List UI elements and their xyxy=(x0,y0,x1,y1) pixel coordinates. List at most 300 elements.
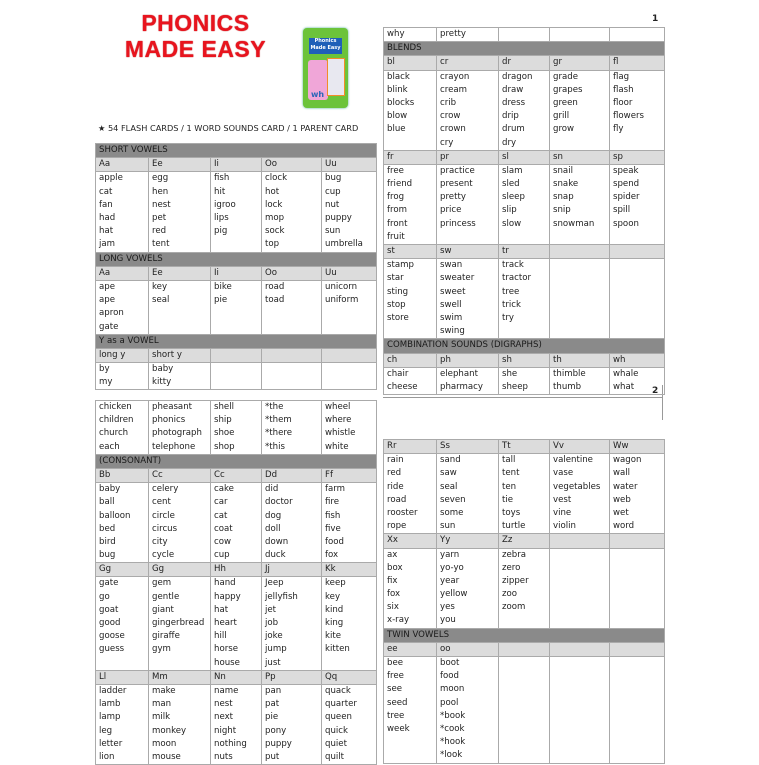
word: where xyxy=(325,415,352,426)
word: pie xyxy=(265,712,279,723)
letter-header-cell: long y xyxy=(96,348,149,362)
word-cell xyxy=(437,657,499,764)
letter-header-cell: Cc xyxy=(211,468,262,482)
letter-header-row xyxy=(384,150,665,164)
letter-header-cell: short y xyxy=(149,348,211,362)
word: queen xyxy=(325,712,352,723)
word: grill xyxy=(553,111,570,122)
word: price xyxy=(440,205,462,216)
word: cycle xyxy=(152,550,175,561)
word-cell xyxy=(384,454,437,534)
word: hand xyxy=(214,578,236,589)
section-title: SHORT VOWELS xyxy=(96,144,377,158)
title-line-2: MADE EASY xyxy=(124,36,267,62)
letter-header-cell: oo xyxy=(437,642,499,656)
word: farm xyxy=(325,484,346,495)
word-cell xyxy=(499,70,550,150)
word-cell xyxy=(550,657,610,764)
section-title: Y as a VOWEL xyxy=(96,334,377,348)
letter-header-cell: st xyxy=(384,245,437,259)
letter-header-row xyxy=(384,534,665,548)
word: sweater xyxy=(440,273,475,284)
word: five xyxy=(325,523,341,534)
letter-header-cell: Ff xyxy=(322,468,377,482)
word-cell xyxy=(499,164,550,244)
word: duck xyxy=(265,550,286,561)
word: food xyxy=(325,536,344,547)
word-cell xyxy=(384,164,437,244)
section-bar xyxy=(96,252,377,266)
word-cell xyxy=(437,454,499,534)
word: sun xyxy=(325,226,341,237)
section-title: LONG VOWELS xyxy=(96,252,377,266)
word: giraffe xyxy=(152,631,180,642)
product-package-image xyxy=(303,28,348,108)
word: heart xyxy=(214,618,237,629)
word: gate xyxy=(99,321,119,332)
word-row xyxy=(96,280,377,334)
word: nest xyxy=(214,699,233,710)
letter-header-cell: wh xyxy=(610,353,665,367)
word: free xyxy=(387,671,404,682)
word-row xyxy=(384,70,665,150)
word: snap xyxy=(553,192,574,203)
word-cell xyxy=(610,548,665,628)
word: cat xyxy=(99,186,113,197)
word: tree xyxy=(387,710,405,721)
section-title: BLENDS xyxy=(384,42,665,56)
word-cell xyxy=(149,685,211,765)
word: unicorn xyxy=(325,281,358,292)
word-cell xyxy=(610,164,665,244)
word: sheep xyxy=(502,381,528,392)
word: fish xyxy=(214,173,230,184)
letter-header-row xyxy=(384,56,665,70)
word: zoom xyxy=(502,602,526,613)
word-cell xyxy=(610,28,665,42)
word: sun xyxy=(440,521,456,532)
word: zipper xyxy=(502,575,529,586)
word-cell xyxy=(499,367,550,394)
word-cell xyxy=(262,685,322,765)
word: apple xyxy=(99,173,123,184)
word: jam xyxy=(99,239,116,250)
word: vine xyxy=(553,507,572,518)
word: celery xyxy=(152,484,179,495)
word: zebra xyxy=(502,549,527,560)
word-cell xyxy=(550,548,610,628)
word: seven xyxy=(440,494,466,505)
letter-header-cell: Hh xyxy=(211,563,262,577)
word-cell xyxy=(322,280,377,334)
word: moon xyxy=(152,738,177,749)
word: tent xyxy=(152,239,170,250)
word: mop xyxy=(265,212,285,223)
word-cell xyxy=(384,657,437,764)
word: name xyxy=(214,686,239,696)
letter-header-cell xyxy=(610,534,665,548)
word: *book xyxy=(440,710,466,721)
word: stamp xyxy=(387,260,414,271)
word: church xyxy=(99,428,129,439)
word: *look xyxy=(440,750,463,761)
letter-header-cell: Ss xyxy=(437,440,499,454)
word: sock xyxy=(265,226,285,237)
word-row xyxy=(384,548,665,628)
word: blue xyxy=(387,124,406,135)
word: word xyxy=(613,521,635,532)
word-cell xyxy=(550,164,610,244)
word: yellow xyxy=(440,589,468,600)
word: bug xyxy=(325,173,342,184)
word: snail xyxy=(553,165,573,176)
letter-header-cell xyxy=(262,348,322,362)
letter-header-row xyxy=(96,468,377,482)
word: sleep xyxy=(502,192,525,203)
word: star xyxy=(387,273,404,284)
word: key xyxy=(325,591,341,602)
title-line-1: PHONICS xyxy=(141,10,250,36)
letter-header-row xyxy=(384,353,665,367)
word-cell xyxy=(322,363,377,390)
letter-header-row xyxy=(384,440,665,454)
word: slam xyxy=(502,165,523,176)
package-card xyxy=(327,58,345,96)
section-bar xyxy=(384,339,665,353)
word: try xyxy=(502,313,514,323)
word: crib xyxy=(440,97,457,108)
word-cell xyxy=(322,172,377,252)
word-cell xyxy=(437,259,499,339)
word: nut xyxy=(325,199,340,210)
word: speak xyxy=(613,165,639,176)
letter-header-cell: th xyxy=(550,353,610,367)
letter-header-cell: Zz xyxy=(499,534,550,548)
word: keep xyxy=(325,578,346,589)
word: good xyxy=(99,618,121,629)
word: pan xyxy=(265,686,282,696)
word: road xyxy=(265,281,285,292)
word: hat xyxy=(99,226,114,237)
word: night xyxy=(214,725,237,736)
word: goat xyxy=(99,604,119,615)
letter-header-cell: Vv xyxy=(550,440,610,454)
word-cell xyxy=(96,363,149,390)
word: nest xyxy=(152,199,171,210)
word: *cook xyxy=(440,724,465,734)
letter-header-cell: Ll xyxy=(96,670,149,684)
letter-header-cell: Yy xyxy=(437,534,499,548)
word: house xyxy=(214,657,240,668)
word: cow xyxy=(214,536,232,547)
word-cell xyxy=(384,28,437,42)
word: you xyxy=(440,615,456,626)
word: bike xyxy=(214,281,232,292)
word-cell xyxy=(149,363,211,390)
word: tall xyxy=(502,455,516,466)
word-cell xyxy=(262,483,322,563)
word: vegetables xyxy=(553,481,601,492)
letter-header-cell xyxy=(550,534,610,548)
word: food xyxy=(440,671,459,682)
word: swan xyxy=(440,260,463,271)
word: practice xyxy=(440,165,475,176)
word: spend xyxy=(613,179,640,190)
word-cell xyxy=(262,401,322,455)
word-cell xyxy=(96,401,149,455)
word: store xyxy=(387,313,409,323)
word: pool xyxy=(440,697,459,708)
word: dragon xyxy=(502,71,533,82)
word: drum xyxy=(502,124,525,135)
letter-header-cell: Ee xyxy=(149,158,211,172)
word-cell xyxy=(211,280,262,334)
word: road xyxy=(387,494,407,505)
letter-header-cell: dr xyxy=(499,56,550,70)
letter-header-cell: cr xyxy=(437,56,499,70)
word-cell xyxy=(384,367,437,394)
word: gentle xyxy=(152,591,180,602)
word: web xyxy=(613,494,631,505)
word: leg xyxy=(99,725,113,736)
letter-header-cell: ch xyxy=(384,353,437,367)
letter-header-cell: Oo xyxy=(262,266,322,280)
section-bar xyxy=(384,628,665,642)
document-title xyxy=(108,10,283,62)
word: top xyxy=(265,239,280,250)
consonants-twin-vowels-table xyxy=(383,439,665,764)
word: valentine xyxy=(553,455,593,466)
page-number-2: 2 xyxy=(652,386,659,396)
letter-header-cell: Gg xyxy=(149,563,211,577)
word: princess xyxy=(440,218,476,229)
word: cheese xyxy=(387,381,418,392)
letter-header-cell: sn xyxy=(550,150,610,164)
word: sting xyxy=(387,286,409,297)
word: moon xyxy=(440,684,465,695)
word-cell xyxy=(149,577,211,670)
word-cell xyxy=(550,70,610,150)
word: guess xyxy=(99,644,125,655)
word: blink xyxy=(387,84,408,95)
word: ride xyxy=(387,481,404,492)
vowels-table xyxy=(95,143,377,390)
letter-header-cell: pr xyxy=(437,150,499,164)
letter-header-cell: Qq xyxy=(322,670,377,684)
word: box xyxy=(387,562,403,573)
word: jump xyxy=(265,644,287,655)
word: yo-yo xyxy=(440,562,464,573)
word-cell xyxy=(499,657,550,764)
section-bar xyxy=(96,454,377,468)
word-cell xyxy=(262,172,322,252)
word: *there xyxy=(265,428,293,439)
word: rooster xyxy=(387,507,418,518)
letter-header-cell: Nn xyxy=(211,670,262,684)
word: milk xyxy=(152,712,171,723)
word: gate xyxy=(99,578,119,589)
word-cell xyxy=(610,259,665,339)
word: some xyxy=(440,507,464,518)
word-cell xyxy=(384,548,437,628)
package-label: Phonics Made Easy xyxy=(309,38,342,54)
word: quick xyxy=(325,725,348,736)
word-row xyxy=(384,657,665,764)
word: draw xyxy=(502,84,524,95)
word: free xyxy=(387,165,404,176)
word-cell xyxy=(384,259,437,339)
word-cell xyxy=(149,401,211,455)
word: cake xyxy=(214,484,234,495)
word: year xyxy=(440,575,460,586)
word: next xyxy=(214,712,234,723)
word-row xyxy=(96,483,377,563)
word: fix xyxy=(387,575,398,586)
word: whale xyxy=(613,368,639,379)
word: letter xyxy=(99,738,123,749)
word: ball xyxy=(99,497,115,508)
word: just xyxy=(265,657,281,668)
word: gingerbread xyxy=(152,618,205,629)
word: grapes xyxy=(553,84,583,95)
word: lion xyxy=(99,751,115,762)
letter-header-cell: Cc xyxy=(149,468,211,482)
word: giant xyxy=(152,604,174,615)
word-row xyxy=(384,28,665,42)
word-cell xyxy=(149,280,211,334)
word: lamb xyxy=(99,699,121,710)
word: nothing xyxy=(214,738,247,749)
word: chair xyxy=(387,368,409,379)
word: goose xyxy=(99,631,125,642)
word-cell xyxy=(262,280,322,334)
word-cell xyxy=(211,685,262,765)
word: baby xyxy=(152,364,174,375)
word: water xyxy=(613,481,638,492)
word: hot xyxy=(265,186,280,197)
word: fly xyxy=(613,124,624,135)
word-cell xyxy=(211,172,262,252)
letter-header-cell: Bb xyxy=(96,468,149,482)
letter-header-row xyxy=(96,670,377,684)
word: lips xyxy=(214,212,229,223)
word: yes xyxy=(440,602,455,613)
word: pet xyxy=(152,212,167,223)
word: cry xyxy=(440,137,454,148)
word: coat xyxy=(214,523,233,534)
letter-header-cell: tr xyxy=(499,245,550,259)
word: dry xyxy=(502,137,517,148)
word-cell xyxy=(499,28,550,42)
word: snowman xyxy=(553,218,595,229)
word: red xyxy=(387,468,402,479)
word: vase xyxy=(553,468,574,479)
word: kitten xyxy=(325,644,350,655)
letter-header-row xyxy=(96,158,377,172)
word: snake xyxy=(553,179,579,190)
letter-header-cell xyxy=(610,245,665,259)
letter-header-cell: ph xyxy=(437,353,499,367)
word: flag xyxy=(613,71,630,82)
word: whistle xyxy=(325,428,356,439)
word: drip xyxy=(502,111,519,122)
word: pie xyxy=(214,295,228,306)
letter-header-cell: Ee xyxy=(149,266,211,280)
word: puppy xyxy=(325,212,352,223)
word-cell xyxy=(550,28,610,42)
word: fire xyxy=(325,497,340,508)
word: *hook xyxy=(440,737,466,748)
letter-header-cell xyxy=(499,642,550,656)
word: king xyxy=(325,618,344,629)
word-cell xyxy=(96,577,149,670)
word: toys xyxy=(502,507,521,518)
word: mouse xyxy=(152,751,181,762)
word: wheel xyxy=(325,402,351,412)
word: pony xyxy=(265,725,287,736)
word: trick xyxy=(502,299,521,310)
word: cup xyxy=(325,186,341,197)
word: quarter xyxy=(325,699,357,710)
letter-header-cell: Mm xyxy=(149,670,211,684)
word: dress xyxy=(502,97,526,108)
word-cell xyxy=(437,164,499,244)
word-cell xyxy=(149,172,211,252)
word: tent xyxy=(502,468,520,479)
word: crown xyxy=(440,124,466,135)
word: stop xyxy=(387,299,406,310)
word-cell xyxy=(499,454,550,534)
word-cell xyxy=(550,454,610,534)
word: tractor xyxy=(502,273,532,284)
word: crow xyxy=(440,111,461,122)
word: tree xyxy=(502,286,520,297)
section-bar xyxy=(384,42,665,56)
word-row xyxy=(96,172,377,252)
letter-header-cell: sl xyxy=(499,150,550,164)
word: doctor xyxy=(265,497,293,508)
word: swell xyxy=(440,299,462,310)
contents-line: ★ 54 FLASH CARDS / 1 WORD SOUNDS CARD / 1 PARENT CARD xyxy=(98,123,359,133)
word: bird xyxy=(99,536,116,547)
word: x-ray xyxy=(387,615,410,626)
word: car xyxy=(214,497,228,508)
word-cell xyxy=(610,657,665,764)
word: thimble xyxy=(553,368,586,379)
word: shop xyxy=(214,441,235,452)
word: violin xyxy=(553,521,576,532)
word: gym xyxy=(152,644,171,655)
letter-header-cell: Uu xyxy=(322,266,377,280)
word: *the xyxy=(265,402,284,412)
word: make xyxy=(152,686,176,696)
word: ape xyxy=(99,295,116,306)
word-cell xyxy=(610,70,665,150)
word: gem xyxy=(152,578,172,589)
word-cell xyxy=(437,548,499,628)
letter-header-row xyxy=(384,642,665,656)
letter-header-cell: Dd xyxy=(262,468,322,482)
letter-header-cell: Uu xyxy=(322,158,377,172)
letter-header-row xyxy=(96,563,377,577)
letter-header-cell: sh xyxy=(499,353,550,367)
section-title: TWIN VOWELS xyxy=(384,628,665,642)
blends-digraphs-table xyxy=(383,27,665,395)
consonants-table xyxy=(95,400,377,765)
word: from xyxy=(387,205,407,216)
word: *them xyxy=(265,415,292,426)
word: umbrella xyxy=(325,239,363,250)
